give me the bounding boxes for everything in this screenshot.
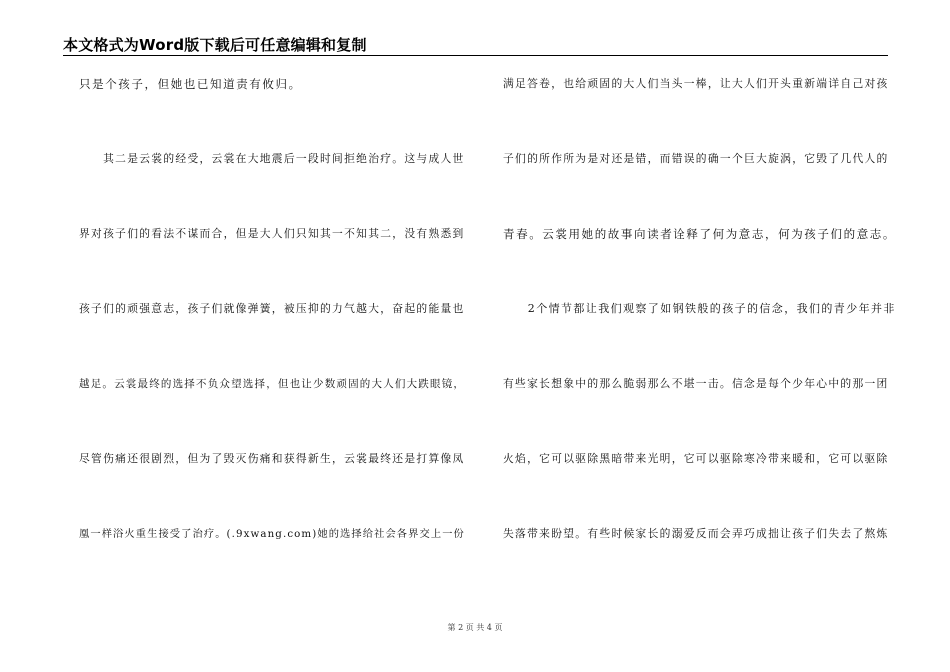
right-line-3: 青春。云裳用她的故事向读者诠释了何为意志，何为孩子们的意志。 bbox=[503, 227, 896, 241]
left-line-4: 孩子们的顽强意志，孩子们就像弹簧，被压抑的力气越大，奋起的能量也 bbox=[79, 302, 465, 315]
right-line-4: 2个情节都让我们观察了如钢铁般的孩子的信念，我们的青少年并非 bbox=[503, 302, 896, 315]
page-header-title: 本文格式为Word版下载后可任意编辑和复制 bbox=[63, 36, 367, 54]
left-line-1: 只是个孩子，但她也已知道责有攸归。 bbox=[79, 77, 302, 91]
right-line-7: 失落带来盼望。有些时候家长的溺爱反而会弄巧成拙让孩子们失去了熬炼 bbox=[503, 527, 889, 540]
left-line-5: 越足。云裳最终的选择不负众望选择，但也让少数顽固的大人们大跌眼镜， bbox=[79, 378, 466, 390]
left-line-6: 尽管伤痛还很剧烈，但为了毁灭伤痛和获得新生，云裳最终还是打算像凤 bbox=[79, 452, 465, 465]
left-line-2: 其二是云裳的经受，云裳在大地震后一段时间拒绝治疗。这与成人世 bbox=[79, 152, 465, 165]
page-number-footer: 第 2 页 共 4 页 bbox=[447, 623, 503, 632]
header-divider bbox=[63, 55, 888, 56]
left-line-3: 界对孩子们的看法不谋而合，但是大人们只知其一不知其二，没有熟悉到 bbox=[79, 227, 465, 240]
right-line-5: 有些家长想象中的那么脆弱那么不堪一击。信念是每个少年心中的那一团 bbox=[503, 377, 889, 390]
right-line-6: 火焰，它可以驱除黑暗带来光明，它可以驱除寒冷带来暖和，它可以驱除 bbox=[503, 452, 889, 465]
right-line-1: 满足答卷，也给顽固的大人们当头一棒，让大人们开头重新端详自己对孩 bbox=[503, 77, 889, 90]
left-line-7: 凰一样浴火重生接受了治疗。(.9xwang.com)她的选择给社会各界交上一份 bbox=[79, 528, 465, 540]
right-line-2: 子们的所作所为是对还是错，而错误的确一个巨大旋涡，它毁了几代人的 bbox=[503, 152, 889, 165]
